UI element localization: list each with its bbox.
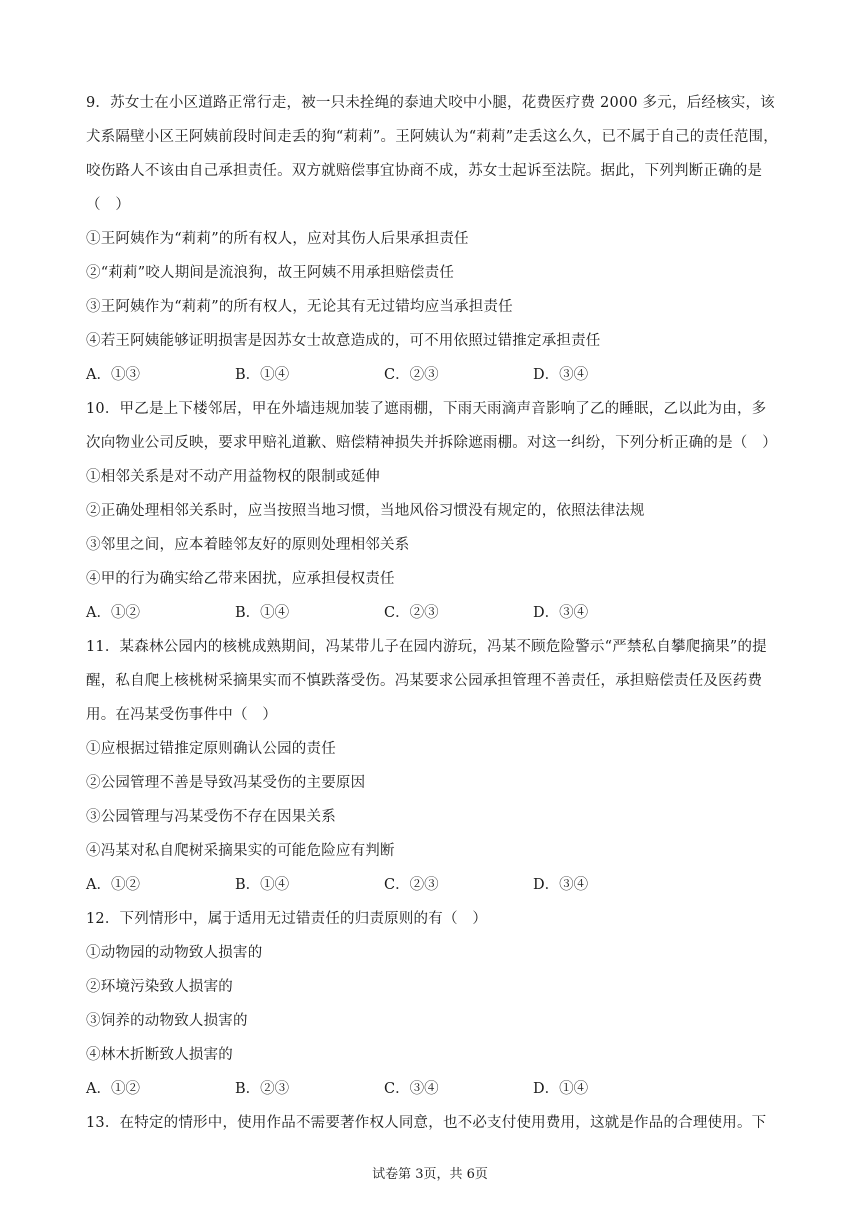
questions-area — [86, 86, 780, 1140]
question-block — [86, 1106, 780, 1140]
statement-item: ②环境污染致人损害的 — [86, 979, 233, 995]
answer-options — [86, 358, 780, 392]
statement-item: ②正确处理相邻关系时，应当按照当地习惯，当地风俗习惯没有规定的，依照法律法规 — [86, 503, 645, 519]
question-stem-line: 咬伤路人不该由自己承担责任。双方就赔偿事宜协商不成，苏女士起诉至法院。据此，下列判断正确的是 — [86, 163, 763, 179]
statement-item: ③公园管理与冯某受伤不存在因果关系 — [86, 809, 336, 825]
answer-option[interactable]: D．③④ — [533, 877, 589, 893]
answer-option[interactable]: D．①④ — [533, 1081, 589, 1097]
statement-item: ③邻里之间，应本着睦邻友好的原则处理相邻关系 — [86, 537, 410, 553]
question-stem-line: 11．某森林公园内的核桃成熟期间，冯某带儿子在园内游玩，冯某不顾危险警示“严禁私自攀爬摘果”的提 — [86, 639, 767, 655]
question-stem-line: 次向物业公司反映，要求甲赔礼道歉、赔偿精神损失并拆除遮雨棚。对这一纠纷，下列分析正确的是（ ） — [86, 435, 777, 451]
question-stem-line: （ ） — [86, 197, 131, 213]
answer-option[interactable]: C．③④ — [384, 1081, 439, 1097]
question-stem-line: 9．苏女士在小区道路正常行走，被一只未拴绳的泰迪犬咬中小腿，花费医疗费 2000 多元，后经核实，该 — [86, 95, 775, 111]
answer-option[interactable]: A．①② — [86, 1081, 140, 1097]
statement-item: ④若王阿姨能够证明损害是因苏女士故意造成的，可不用依照过错推定承担责任 — [86, 333, 601, 349]
answer-option[interactable]: B．①④ — [235, 605, 290, 621]
statement-item: ④林木折断致人损害的 — [86, 1047, 233, 1063]
question-stem-line: 醒，私自爬上核桃树采摘果实而不慎跌落受伤。冯某要求公园承担管理不善责任，承担赔偿责任及医药费 — [86, 673, 763, 689]
answer-options — [86, 596, 780, 630]
statement-item: ①应根据过错推定原则确认公园的责任 — [86, 741, 336, 757]
answer-option[interactable]: A．①③ — [86, 367, 140, 383]
question-stem-line: 10．甲乙是上下楼邻居，甲在外墙违规加装了遮雨棚，下雨天雨滴声音影响了乙的睡眠，乙以此为由，多 — [86, 401, 767, 417]
statement-item: ②公园管理不善是导致冯某受伤的主要原因 — [86, 775, 366, 791]
statement-item: ④甲的行为确实给乙带来困扰，应承担侵权责任 — [86, 571, 395, 587]
answer-option[interactable]: D．③④ — [533, 605, 589, 621]
answer-options — [86, 1072, 780, 1106]
answer-option[interactable]: B．②③ — [235, 1081, 290, 1097]
question-stem-line: 用。在冯某受伤事件中（ ） — [86, 707, 278, 723]
answer-option[interactable]: B．①④ — [235, 367, 290, 383]
answer-option[interactable]: A．①② — [86, 877, 140, 893]
statement-item: ④冯某对私自爬树采摘果实的可能危险应有判断 — [86, 843, 395, 859]
answer-option[interactable]: C．②③ — [384, 605, 439, 621]
answer-option[interactable]: B．①④ — [235, 877, 290, 893]
answer-option[interactable]: D．③④ — [533, 367, 589, 383]
question-block — [86, 902, 780, 1106]
statement-item: ①王阿姨作为“莉莉”的所有权人，应对其伤人后果承担责任 — [86, 231, 469, 247]
statement-item: ②“莉莉”咬人期间是流浪狗，故王阿姨不用承担赔偿责任 — [86, 265, 455, 281]
statement-item: ③饲养的动物致人损害的 — [86, 1013, 248, 1029]
answer-option[interactable]: A．①② — [86, 605, 140, 621]
question-stem-line: 12．下列情形中，属于适用无过错责任的归责原则的有（ ） — [86, 911, 488, 927]
statement-item: ③王阿姨作为“莉莉”的所有权人，无论其有无过错均应当承担责任 — [86, 299, 513, 315]
statement-item: ①相邻关系是对不动产用益物权的限制或延伸 — [86, 469, 380, 485]
statement-item: ①动物园的动物致人损害的 — [86, 945, 263, 961]
page-footer: 试卷第 3页，共 6页 — [372, 1167, 488, 1182]
answer-option[interactable]: C．②③ — [384, 877, 439, 893]
answer-option[interactable]: C．②③ — [384, 367, 439, 383]
question-block — [86, 630, 780, 902]
question-block — [86, 392, 780, 630]
question-block — [86, 86, 780, 392]
question-stem-line: 13．在特定的情形中，使用作品不需要著作权人同意，也不必支付使用费用，这就是作品的合理使用。下 — [86, 1115, 767, 1131]
question-stem-line: 犬系隔壁小区王阿姨前段时间走丢的狗“莉莉”。王阿姨认为“莉莉”走丢这么久，已不属于自己的责任范围， — [86, 129, 778, 145]
answer-options — [86, 868, 780, 902]
